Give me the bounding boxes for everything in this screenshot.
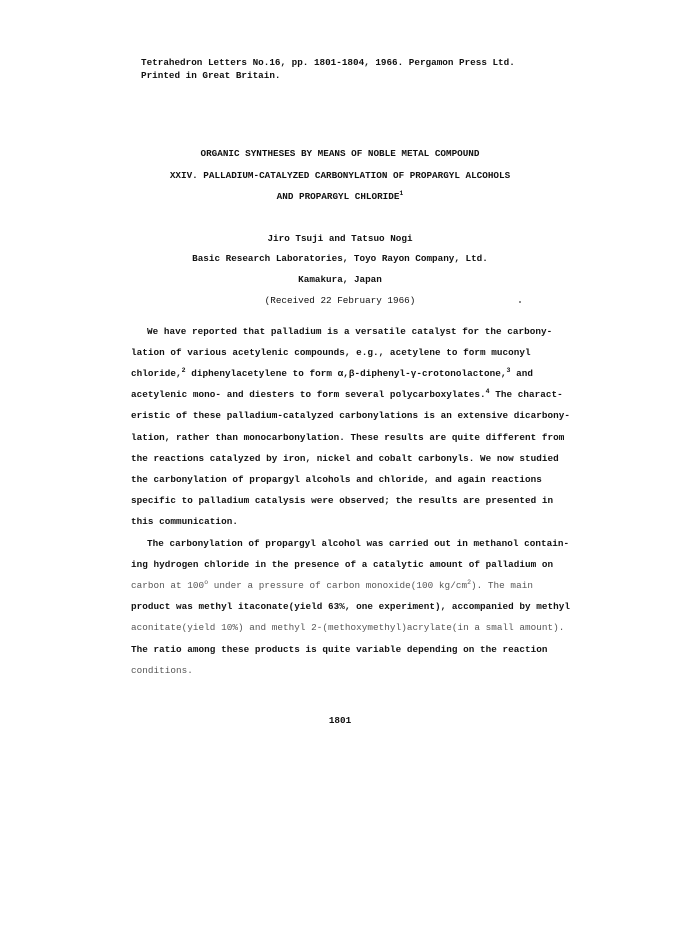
degree-mark: o — [204, 579, 209, 586]
para1-line-9: specific to palladium catalysis were observed; the results are presented in — [131, 495, 554, 506]
citation-line-2: Printed in Great Britain. — [141, 70, 281, 81]
para1-line-2: lation of various acetylenic compounds, e.g., acetylene to form muconyl — [131, 347, 531, 358]
para1-line-5: eristic of these palladium-catalyzed carbonylations is an extensive dicarbony- — [131, 410, 571, 421]
para2-line-3a: carbon at 100 — [131, 580, 205, 591]
para1-line-3c: and — [510, 368, 533, 379]
stray-dot — [519, 301, 521, 303]
para1-line-3 — [131, 368, 533, 379]
para2-line-3 — [131, 580, 533, 591]
title-line-2: XXIV. PALLADIUM-CATALYZED CARBONYLATION OF PROPARGYL ALCOHOLS — [169, 170, 511, 181]
para1-line-10: this communication. — [131, 516, 238, 527]
para2-line-4: product was methyl itaconate(yield 63%, one experiment), accompanied by methyl — [131, 601, 571, 612]
para2-line-1: The carbonylation of propargyl alcohol was carried out in methanol contain- — [147, 538, 570, 549]
title-footnote-ref: 1 — [399, 190, 404, 197]
ref-3: 3 — [506, 367, 511, 374]
para2-line-3c: ). The main — [471, 580, 533, 591]
para1-line-1: We have reported that palladium is a versatile catalyst for the carbony- — [147, 326, 553, 337]
page-number: 1801 — [328, 715, 352, 726]
para2-line-3b: under a pressure of carbon monoxide(100 kg/cm — [208, 580, 468, 591]
para1-line-4 — [131, 389, 563, 400]
ref-4: 4 — [485, 388, 490, 395]
received-date: (Received 22 February 1966) — [264, 295, 416, 306]
title-line-1: ORGANIC SYNTHESES BY MEANS OF NOBLE METAL COMPOUND — [200, 148, 480, 159]
citation-line-1: Tetrahedron Letters No.16, pp. 1801-1804, 1966. Pergamon Press Ltd. — [141, 57, 515, 68]
para1-line-3a: chloride, — [131, 368, 182, 379]
para1-line-3b: diphenylacetylene to form α,β-diphenyl-γ-crotonolactone, — [185, 368, 507, 379]
para2-line-7: conditions. — [131, 665, 193, 676]
para1-line-7: the reactions catalyzed by iron, nickel and cobalt carbonyls. We now studied — [131, 453, 559, 464]
para2-line-2: ing hydrogen chloride in the presence of a catalytic amount of palladium on — [131, 559, 554, 570]
title-line-3 — [0, 191, 680, 202]
para1-line-4a: acetylenic mono- and diesters to form several polycarboxylates. — [131, 389, 486, 400]
para1-line-4b: The charact- — [489, 389, 563, 400]
exponent-2: 2 — [467, 579, 472, 586]
para2-line-5: aconitate(yield 10%) and methyl 2-(methoxymethyl)acrylate(in a small amount). — [131, 622, 565, 633]
location: Kamakura, Japan — [298, 274, 382, 285]
para2-line-6: The ratio among these products is quite variable depending on the reaction — [131, 644, 548, 655]
para1-line-8: the carbonylation of propargyl alcohols and chloride, and again reactions — [131, 474, 542, 485]
title-line-3-text: AND PROPARGYL CHLORIDE — [276, 191, 400, 202]
authors: Jiro Tsuji and Tatsuo Nogi — [267, 233, 413, 244]
affiliation: Basic Research Laboratories, Toyo Rayon Company, Ltd. — [192, 253, 488, 264]
para1-line-6: lation, rather than monocarbonylation. These results are quite different from — [131, 432, 565, 443]
ref-2: 2 — [181, 367, 186, 374]
